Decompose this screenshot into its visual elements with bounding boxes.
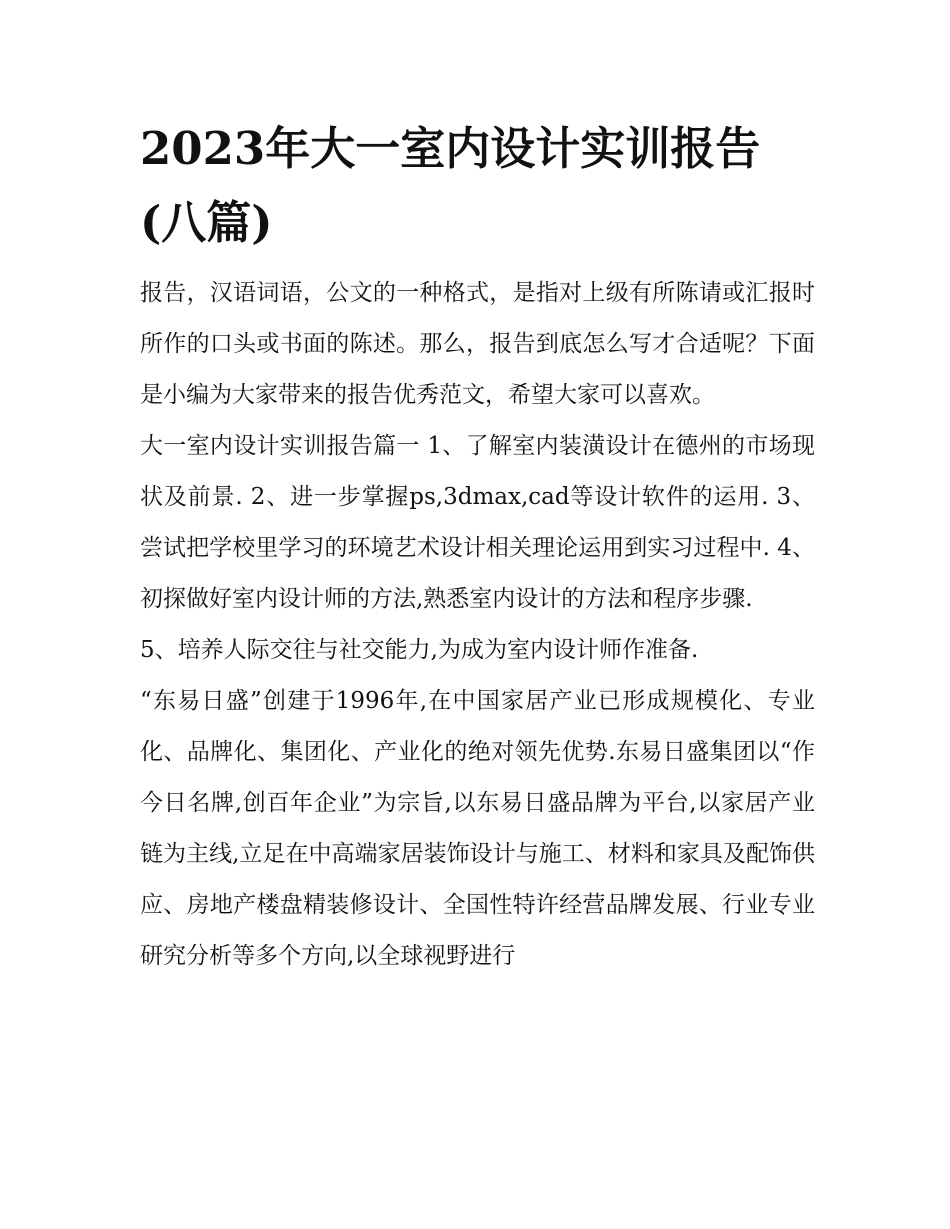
- intro-paragraph: 报告，汉语词语，公文的一种格式，是指对上级有所陈请或汇报时所作的口头或书面的陈述。那么，报告到底怎么写才合适呢？下面是小编为大家带来的报告优秀范文，希望大家可以喜欢。: [140, 280, 815, 408]
- objective-five-paragraph: 5、培养人际交往与社交能力,为成为室内设计师作准备.: [140, 637, 699, 663]
- document-title: 2023年大一室内设计实训报告(八篇): [140, 122, 761, 249]
- report-section-one-paragraph: 大一室内设计实训报告篇一 1、了解室内装潢设计在德州的市场现状及前景. 2、进一步掌握ps,3dmax,cad等设计软件的运用. 3、尝试把学校里学习的环境艺术设计相关理论运用到实习过程中. 4、初探做好室内设计师的方法,熟悉室内设计的方法和程序步骤.: [140, 433, 815, 612]
- company-intro-paragraph: “东易日盛”创建于1996年,在中国家居产业已形成规模化、专业化、品牌化、集团化、产业化的绝对领先优势.东易日盛集团以“作今日名牌,创百年企业”为宗旨,以东易日盛品牌为平台,以家居产业链为主线,立足在中高端家居装饰设计与施工、材料和家具及配饰供应、房地产楼盘精装修设计、全国性特许经营品牌发展、行业专业研究分析等多个方向,以全球视野进行: [140, 688, 815, 969]
- document-page: [140, 112, 815, 982]
